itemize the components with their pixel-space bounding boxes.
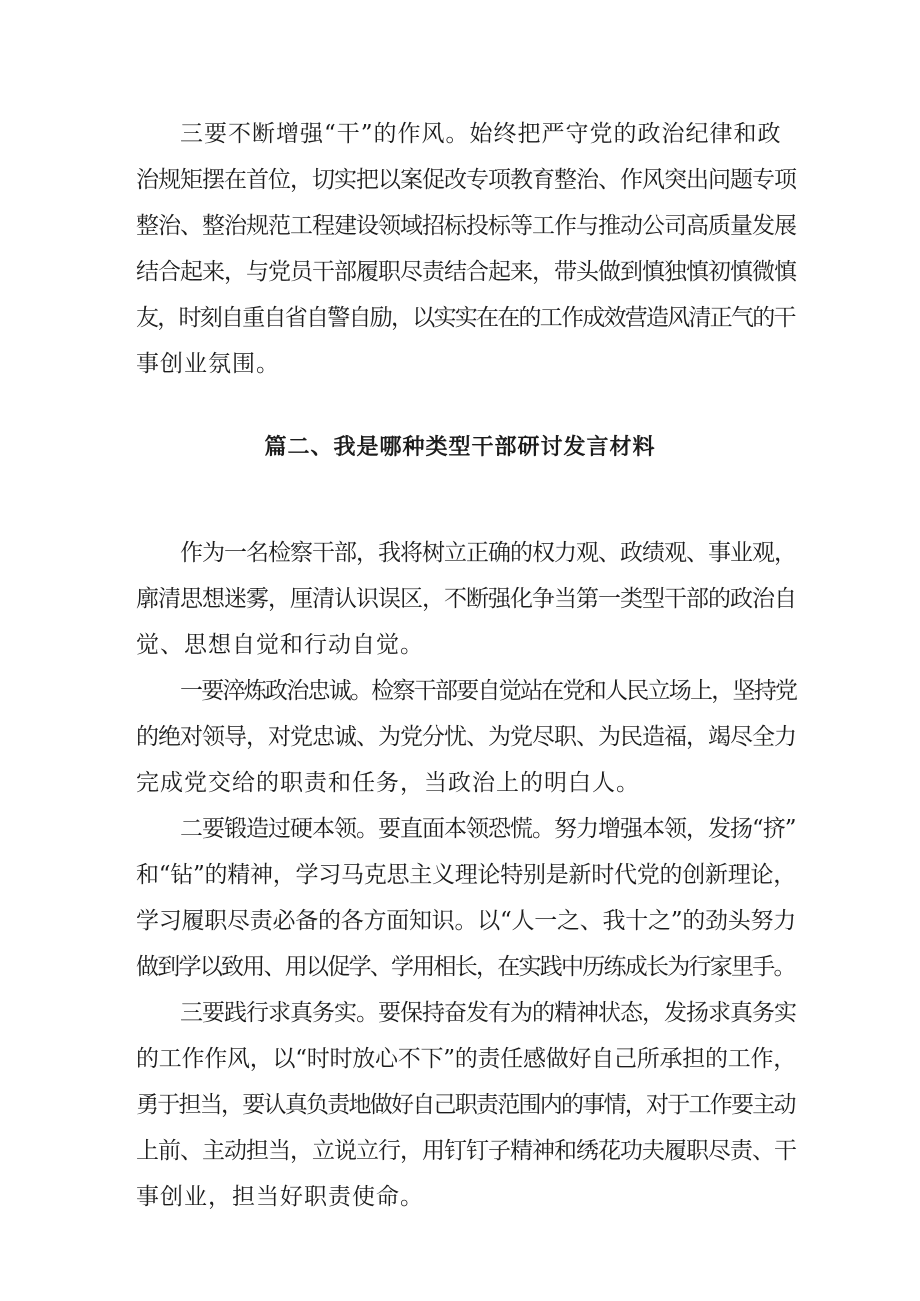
paragraph-line: 做到学以致用、用以促学、学用相长，在实践中历练成长为行家里手。 xyxy=(136,954,795,980)
paragraph-line: 上前、主动担当，立说立行，用钉钉子精神和绣花功夫履职尽责、干 xyxy=(136,1138,796,1164)
paragraph-line: 的工作作风，以“时时放心不下”的责任感做好自己所承担的工作， xyxy=(136,1046,797,1072)
paragraph-line: 事创业，担当好职责使命。 xyxy=(136,1184,424,1210)
paragraph-line: 作为一名检察干部，我将树立正确的权力观、政绩观、事业观， xyxy=(180,540,796,566)
paragraph-line: 三要不断增强“干”的作风。始终把严守党的政治纪律和政 xyxy=(180,121,782,147)
paragraph-line: 完成党交给的职责和任务，当政治上的明白人。 xyxy=(136,770,640,796)
paragraph-line: 友，时刻自重自省自警自励，以实实在在的工作成效营造风清正气的干 xyxy=(136,305,795,331)
paragraph-line: 事创业氛围。 xyxy=(136,351,280,377)
paragraph-line: 二要锻造过硬本领。要直面本领恐慌。努力增强本领，发扬“挤” xyxy=(180,816,796,842)
paragraph-line: 和“钻”的精神，学习马克思主义理论特别是新时代党的创新理论， xyxy=(136,862,797,888)
paragraph-line: 勇于担当，要认真负责地做好自己职责范围内的事情，对于工作要主动 xyxy=(136,1092,795,1118)
section-title: 篇二、我是哪种类型干部研讨发言材料 xyxy=(264,434,656,460)
paragraph-line: 三要践行求真务实。要保持奋发有为的精神状态，发扬求真务实 xyxy=(180,1000,796,1026)
paragraph-line: 学习履职尽责必备的各方面知识。以“人一之、我十之”的劲头努力 xyxy=(136,908,797,934)
paragraph-line: 一要淬炼政治忠诚。检察干部要自觉站在党和人民立场上，坚持党 xyxy=(180,678,797,704)
paragraph-line: 廓清思想迷雾，厘清认识误区，不断强化争当第一类型干部的政治自 xyxy=(136,586,796,612)
paragraph-line: 整治、整治规范工程建设领域招标投标等工作与推动公司高质量发展 xyxy=(136,213,796,239)
paragraph-line: 觉、思想自觉和行动自觉。 xyxy=(136,632,424,658)
paragraph-line: 的绝对领导，对党忠诚、为党分忧、为党尽职、为民造福，竭尽全力 xyxy=(136,724,796,750)
paragraph-line: 结合起来，与党员干部履职尽责结合起来，带头做到慎独慎初慎微慎 xyxy=(136,259,796,285)
paragraph-line: 治规矩摆在首位，切实把以案促改专项教育整治、作风突出问题专项 xyxy=(136,167,796,193)
